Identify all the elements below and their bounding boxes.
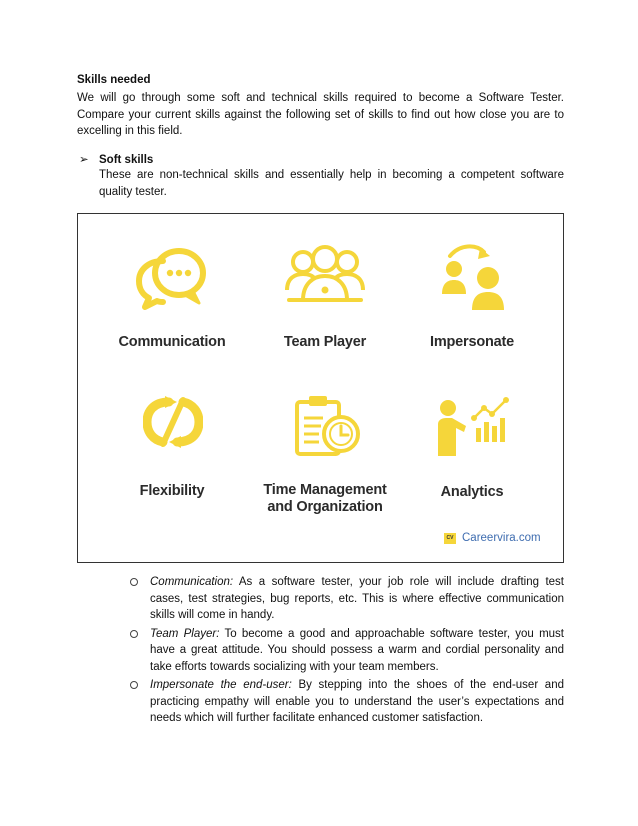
soft-skills-infographic — [77, 213, 564, 563]
circle-bullet-icon — [130, 681, 138, 689]
bullet-term: Communication: — [150, 576, 234, 588]
chat-bubbles-icon — [133, 241, 211, 311]
soft-skills-description: These are non-technical skills and essentially help in becoming a competent software quality tester. — [99, 169, 564, 198]
caption-communication: Communication — [118, 334, 226, 350]
flex-arrows-icon — [143, 394, 203, 450]
circle-bullet-icon — [130, 578, 138, 586]
bullet-term: Team Player: — [150, 627, 220, 640]
list-item — [130, 677, 564, 727]
list-item — [130, 626, 564, 676]
caption-team-player: Team Player — [283, 334, 367, 350]
circle-bullet-icon — [130, 630, 138, 638]
careervira-brand — [444, 532, 541, 544]
swap-persons-icon — [442, 242, 506, 310]
intro-paragraph: We will go through some soft and technical skills required to become a Software Tester. Compare your current skills against the following set of skills to find out how close you are to excelling in this field. — [77, 92, 564, 137]
cv-logo-icon: CV — [444, 533, 456, 544]
list-item — [130, 574, 564, 624]
caption-time-management-line2: and Organization — [267, 499, 383, 515]
section-heading: Skills needed — [77, 74, 151, 86]
soft-skills-item — [79, 152, 153, 166]
bullet-term: Impersonate the end-user: — [150, 679, 292, 691]
caption-time-management-line1: Time Management — [263, 482, 387, 498]
arrow-bullet-icon: ➢ — [79, 154, 89, 166]
presenter-chart-icon — [438, 396, 510, 456]
soft-skills-title: Soft skills — [99, 154, 154, 166]
caption-flexibility: Flexibility — [139, 483, 205, 499]
clipboard-clock-icon — [293, 394, 363, 458]
brand-text: Careervira.com — [462, 532, 541, 544]
bullet-text: To become a good and approachable software tester, you must have a great attitude. You should possess a warm and cordial personality and take efforts towards socializing with your team members. — [150, 627, 564, 673]
team-group-icon — [285, 242, 365, 304]
caption-impersonate: Impersonate — [429, 334, 515, 350]
soft-skill-bullets — [130, 574, 564, 729]
caption-analytics: Analytics — [440, 484, 504, 500]
caption-time-management — [245, 482, 405, 516]
bullet-text: As a software tester, your job role will include drafting test cases, test strategies, bug reports, etc. This is where effective communication skills will come in handy. — [150, 576, 564, 621]
bullet-text: By stepping into the shoes of the end-user and practicing empathy will enable you to understand the user’s expectations and needs which will further facilitate enhanced customer satisfaction. — [150, 679, 564, 724]
